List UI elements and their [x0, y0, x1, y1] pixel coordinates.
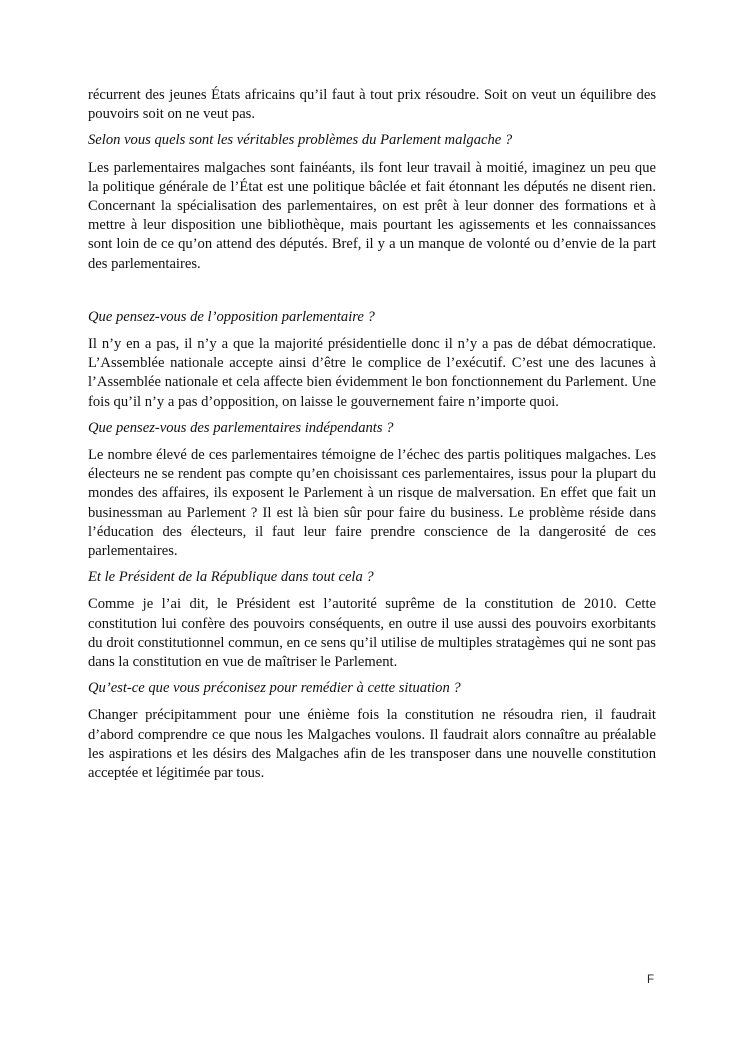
answer-paragraph: Le nombre élevé de ces parlementaires témoigne de l’échec des partis politiques malgaches. Les électeurs ne se rendent pas compte qu’en choisissant ces parlementaires, issus pour la plupart du mondes des affaires, ils exposent le Parlement à un risque de malversation. En effet que fait un businessman au Parlement ? Il est là bien sûr pour faire du business. Le problème réside dans l’éducation des électeurs, il faut leur faire prendre conscience de la dangerosité de ces parlementaires. — [88, 447, 656, 560]
question-heading: Que pensez-vous de l’opposition parlementaire ? — [88, 308, 375, 325]
answer-paragraph: Les parlementaires malgaches sont fainéants, ils font leur travail à moitié, imaginez un peu que la politique générale de l’État est une politique bâclée et fait étonnant les députés ne disent rien. Concernant la spécialisation des parlementaires, on est prêt à leur donner des formations et à mettre à leur disposition une bibliothèque, mais pourtant les agissements et les connaissances sont loin de ce qu’on attend des députés. Bref, il y a un manque de volonté ou d’envie de la part des parlementaires. — [88, 159, 656, 272]
answer-paragraph: Il n’y en a pas, il n’y a que la majorité présidentielle donc il n’y a pas de débat démocratique. L’Assemblée nationale accepte ainsi d’être le complice de l’exécutif. C’est une des lacunes à l’Assemblée nationale et cela affecte bien évidemment le bon fonctionnement du Parlement. Une fois qu’il n’y a pas d’opposition, on laisse le gouvernement faire n’importe quoi. — [88, 336, 656, 410]
question-heading: Et le Président de la République dans tout cela ? — [88, 569, 374, 586]
document-body — [88, 86, 656, 783]
question-heading: Selon vous quels sont les véritables problèmes du Parlement malgache ? — [88, 132, 513, 149]
answer-paragraph: Comme je l’ai dit, le Président est l’autorité suprême de la constitution de 2010. Cette constitution lui confère des pouvoirs conséquents, en outre il use aussi des pouvoirs exorbitants du droit constitutionnel commun, en ce sens qu’il utilise de multiples stratagèmes qui ne sont pas dans la constitution en vue de maîtriser le Parlement. — [88, 596, 656, 671]
question-heading: Qu’est-ce que vous préconisez pour remédier à cette situation ? — [88, 680, 461, 697]
answer-paragraph: récurrent des jeunes États africains qu’il faut à tout prix résoudre. Soit on veut un équilibre des pouvoirs soit on ne veut pas. — [88, 87, 656, 123]
question-heading: Que pensez-vous des parlementaires indépendants ? — [88, 419, 394, 436]
page-number: F — [647, 974, 655, 986]
answer-paragraph: Changer précipitamment pour une énième fois la constitution ne résoudra rien, il faudrait d’abord comprendre ce que nous les Malgaches voulons. Il faudrait alors connaître au préalable les aspirations et les désirs des Malgaches afin de les transposer dans une nouvelle constitution acceptée et légitimée par tous. — [88, 707, 656, 782]
